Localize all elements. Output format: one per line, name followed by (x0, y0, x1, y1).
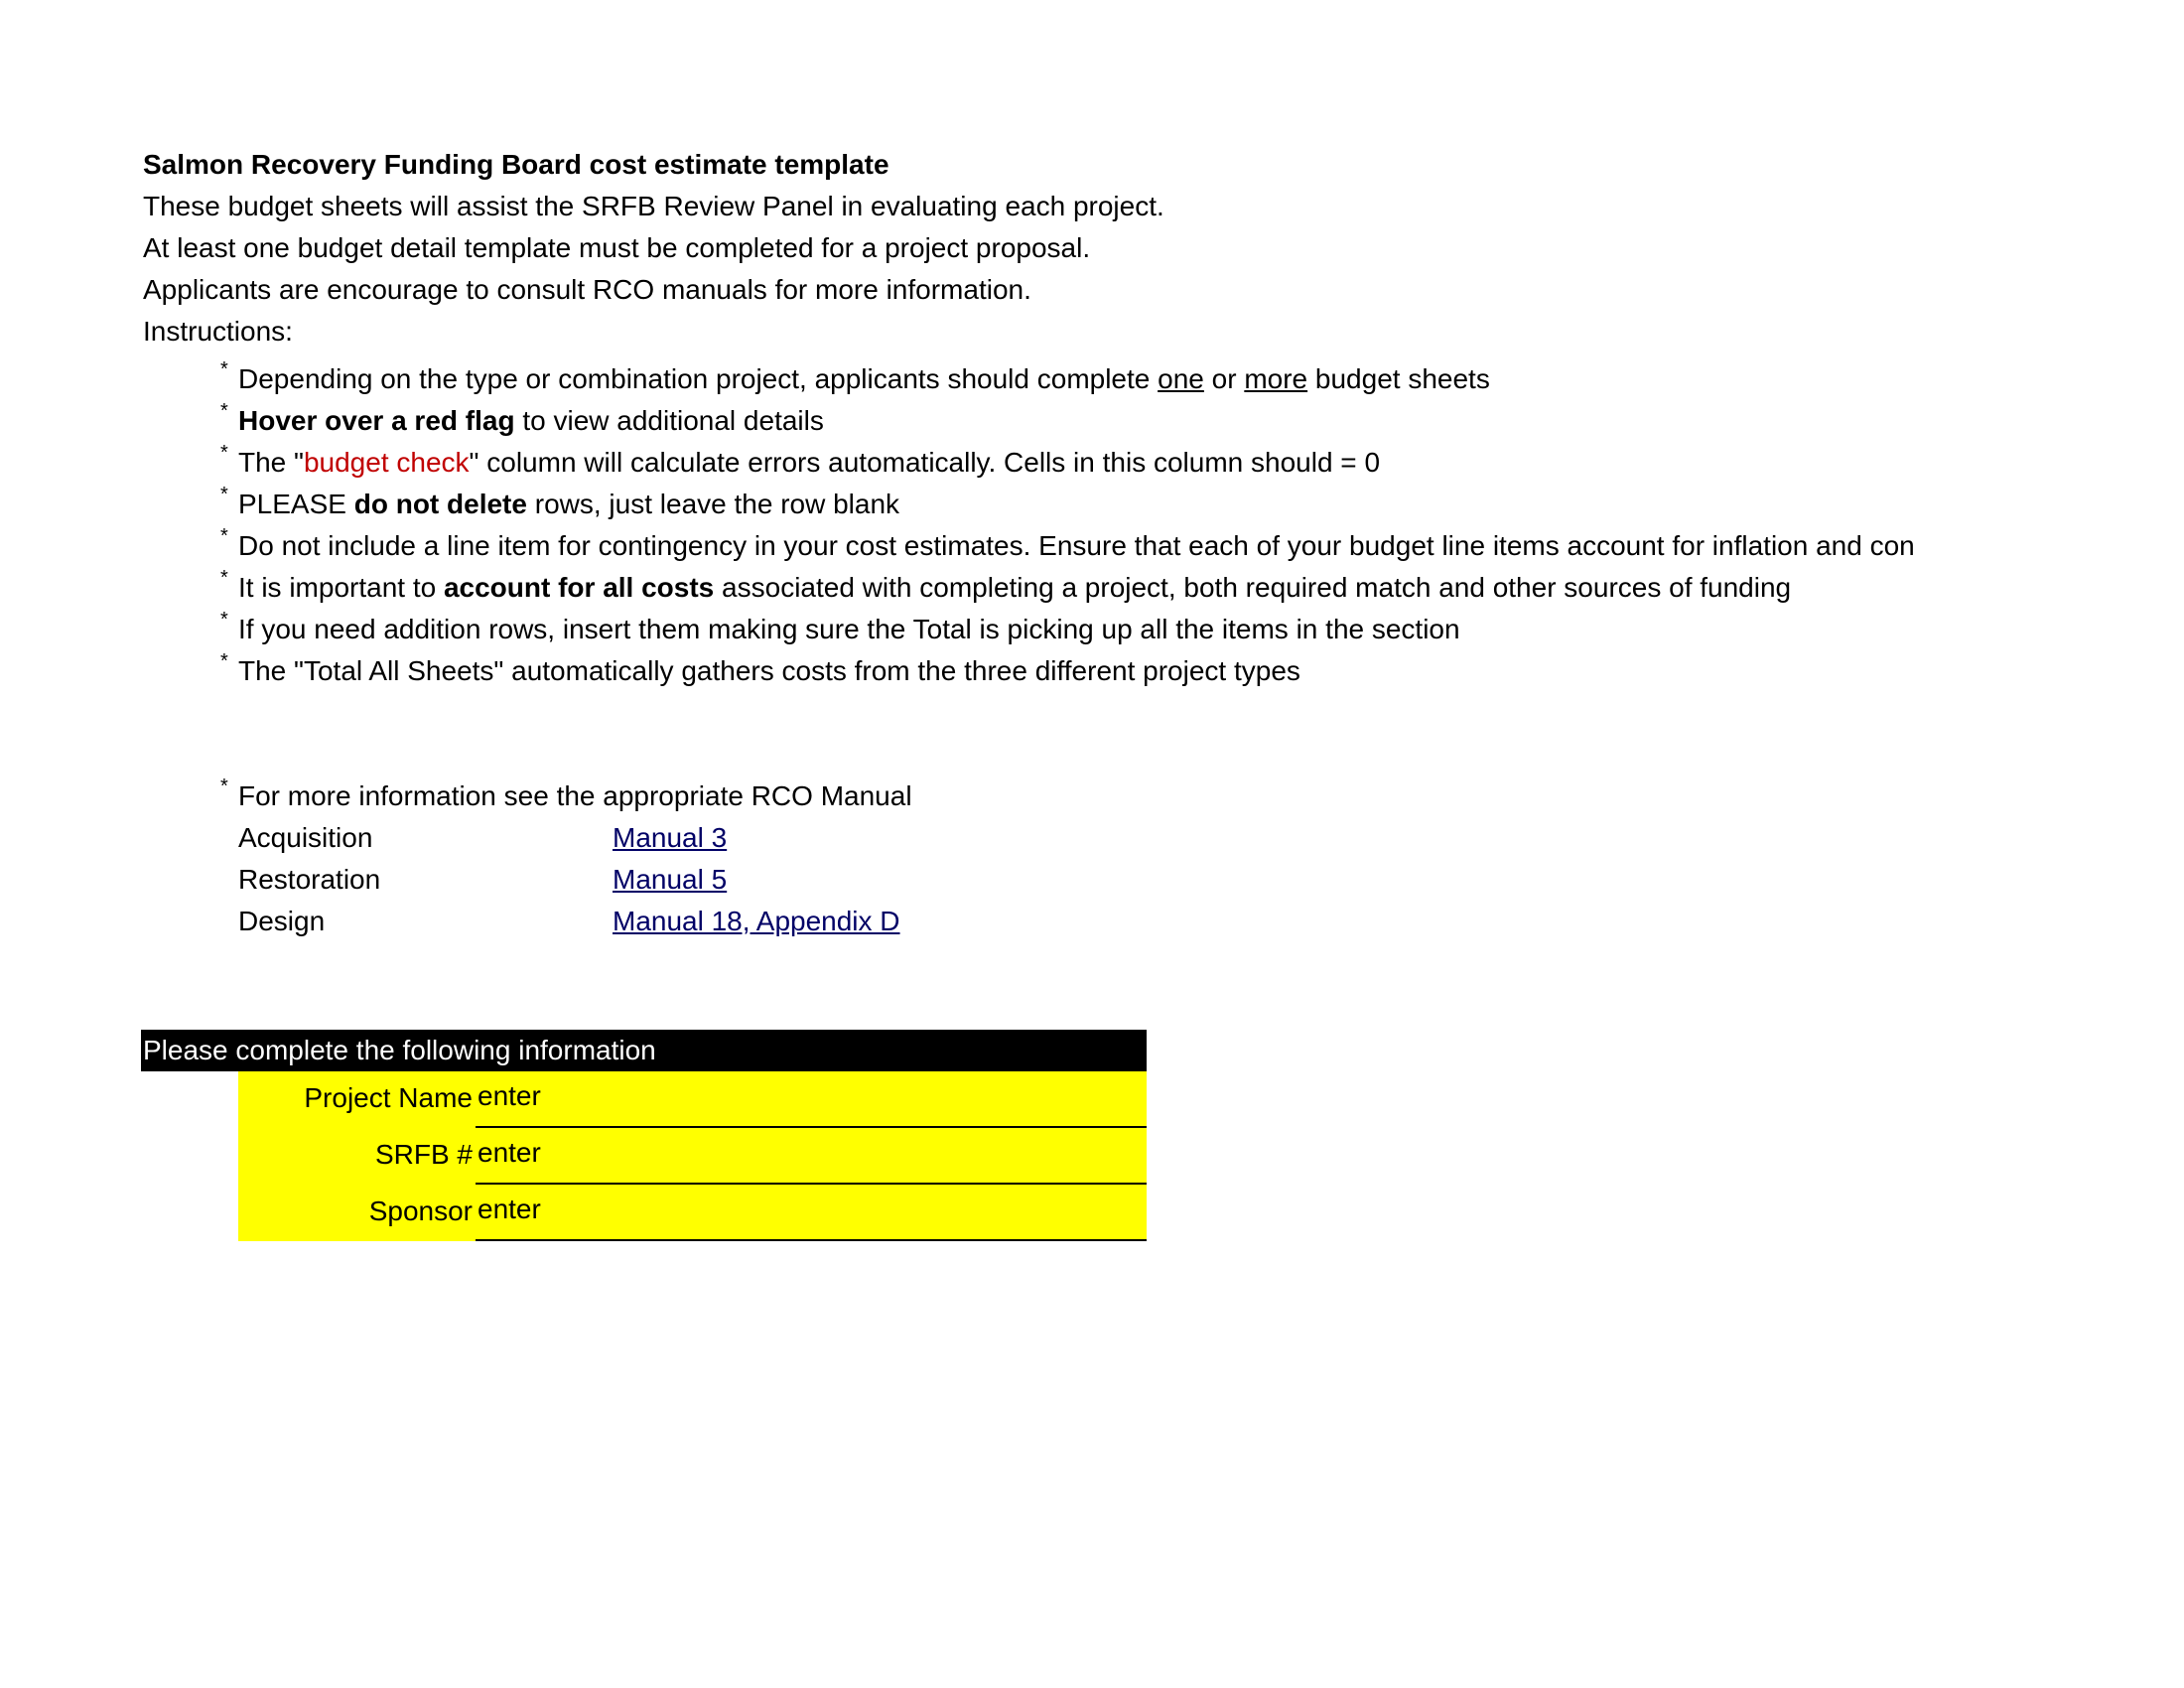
instruction-item-1 (238, 362, 1943, 396)
instructions-heading: Instructions: (143, 316, 293, 347)
bullet-asterisk: * (220, 650, 228, 672)
instruction-text: The "Total All Sheets" automatically gathers costs from the three different project types (238, 655, 1300, 686)
manual-label-restoration: Restoration (238, 864, 381, 895)
intro-line-3: Applicants are encourage to consult RCO manuals for more information. (143, 274, 1031, 305)
instruction-emphasis-one: one (1158, 363, 1204, 394)
instruction-text: The " (238, 447, 304, 478)
intro-line-2: At least one budget detail template must be completed for a project proposal. (143, 232, 1091, 263)
instruction-item-4 (238, 488, 1943, 521)
instruction-item-7 (238, 613, 1943, 646)
page-title: Salmon Recovery Funding Board cost estimate template (143, 149, 889, 180)
manual-link-restoration[interactable]: Manual 5 (613, 864, 728, 895)
instruction-text: budget sheets (1307, 363, 1490, 394)
form-header: Please complete the following information (141, 1030, 1147, 1071)
instruction-text: Do not include a line item for contingency in your cost estimates. Ensure that each of your budget line items account for inflation and con (238, 530, 1915, 561)
instruction-emphasis: Hover over a red flag (238, 405, 515, 436)
instruction-item-8 (238, 654, 1943, 688)
instruction-text: to view additional details (514, 405, 824, 436)
instruction-item-2 (238, 404, 1943, 438)
instruction-emphasis: do not delete (353, 489, 527, 519)
instruction-text: associated with completing a project, both required match and other sources of funding (714, 572, 1792, 603)
srfb-number-label: SRFB # (374, 1139, 473, 1170)
bullet-asterisk: * (220, 442, 228, 464)
project-name-label: Project Name (304, 1082, 473, 1113)
srfb-number-field[interactable]: enter (476, 1128, 1147, 1185)
instruction-text: If you need addition rows, insert them making sure the Total is picking up all the items in the section (238, 614, 1460, 644)
instruction-item-6 (238, 571, 1943, 605)
project-name-field[interactable]: enter (476, 1071, 1147, 1128)
intro-line-1: These budget sheets will assist the SRFB Review Panel in evaluating each project. (143, 191, 1164, 221)
manual-label-acquisition: Acquisition (238, 822, 373, 853)
instruction-emphasis-more: more (1244, 363, 1308, 394)
instruction-item-3 (238, 446, 1943, 480)
manuals-heading: For more information see the appropriate RCO Manual (238, 780, 912, 811)
bullet-asterisk: * (220, 775, 228, 797)
manual-link-acquisition[interactable]: Manual 3 (613, 822, 728, 853)
manual-label-design: Design (238, 906, 326, 936)
instruction-text: It is important to (238, 572, 444, 603)
instruction-text: " column will calculate errors automatically. Cells in this column should = 0 (469, 447, 1381, 478)
manual-link-design[interactable]: Manual 18, Appendix D (613, 906, 900, 936)
instruction-text: PLEASE (238, 489, 354, 519)
instruction-emphasis: account for all costs (443, 572, 715, 603)
bullet-asterisk: * (220, 567, 228, 589)
instruction-item-5 (238, 529, 1943, 563)
sponsor-field[interactable]: enter (476, 1185, 1147, 1241)
bullet-asterisk: * (220, 358, 228, 380)
instruction-text: rows, just leave the row blank (526, 489, 900, 519)
instruction-text: or (1203, 363, 1245, 394)
budget-check-highlight: budget check (303, 447, 470, 478)
bullet-asterisk: * (220, 400, 228, 422)
bullet-asterisk: * (220, 484, 228, 505)
instruction-text: Depending on the type or combination project, applicants should complete (238, 363, 1159, 394)
sponsor-label: Sponsor (368, 1196, 473, 1226)
bullet-asterisk: * (220, 609, 228, 631)
bullet-asterisk: * (220, 525, 228, 547)
